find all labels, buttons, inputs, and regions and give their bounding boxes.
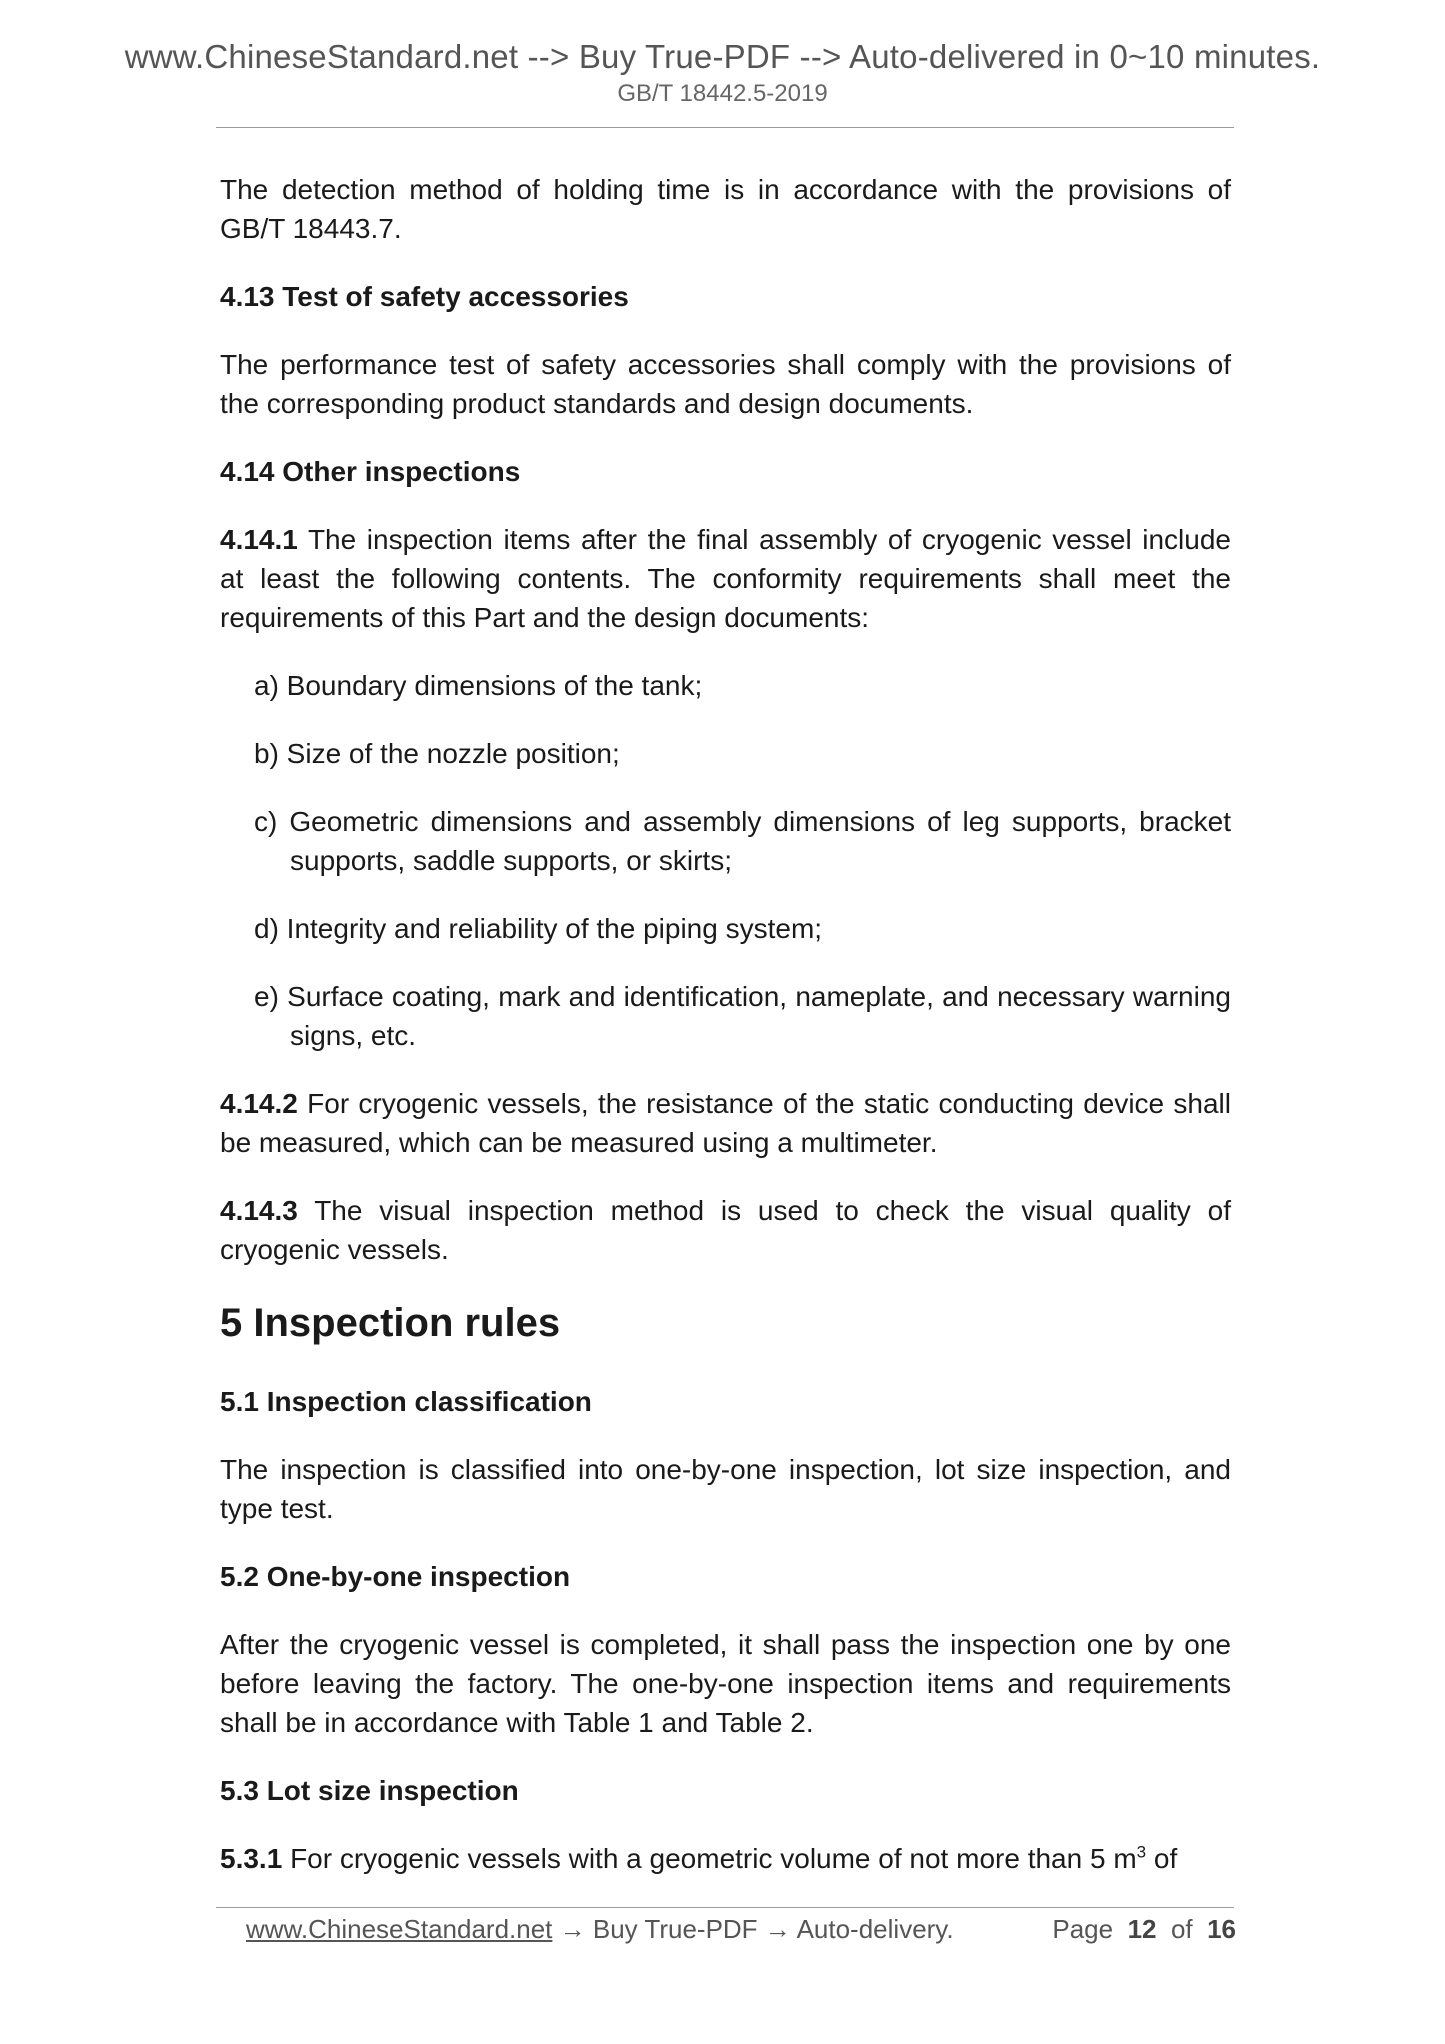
page-number (1052, 1914, 1236, 1945)
total-pages: 16 (1207, 1914, 1236, 1944)
footer-promo-text: → Buy True-PDF → Auto-delivery. (552, 1914, 954, 1944)
header-divider (216, 127, 1234, 128)
clause-text-tail: of (1146, 1843, 1178, 1874)
clause-text: The visual inspection method is used to check the visual quality of cryogenic vessels. (220, 1195, 1231, 1265)
list-item: c) Geometric dimensions and assembly dimensions of leg supports, bracket supports, saddle supports, or skirts; (254, 806, 1231, 876)
list-item: a) Boundary dimensions of the tank; (254, 670, 703, 701)
site-link[interactable]: www.ChineseStandard.net (246, 1914, 553, 1944)
document-id: GB/T 18442.5-2019 (617, 80, 828, 107)
clause-number: 4.14.1 (220, 524, 298, 555)
current-page: 12 (1127, 1914, 1157, 1944)
inspection-item-list (220, 666, 1231, 1055)
list-item: b) Size of the nozzle position; (254, 738, 620, 769)
clause-number: 5.3.1 (220, 1843, 283, 1874)
chapter-5-heading: 5 Inspection rules (220, 1301, 561, 1345)
section-5-2-heading: 5.2 One-by-one inspection (220, 1561, 571, 1592)
clause-4-14-1 (220, 520, 1231, 637)
footer-promo (246, 1914, 954, 1945)
section-5-1-heading: 5.1 Inspection classification (220, 1386, 592, 1417)
clause-number: 4.14.3 (220, 1195, 298, 1226)
list-item: e) Surface coating, mark and identification, nameplate, and necessary warning signs, etc. (254, 981, 1231, 1051)
clause-text: The inspection items after the final assembly of cryogenic vessel include at least the following contents. The conformity requirements shall meet the requirements of this Part and the design documents: (220, 524, 1231, 633)
superscript: 3 (1136, 1842, 1147, 1862)
site-banner: www.ChineseStandard.net --> Buy True-PDF --> Auto-delivered in 0~10 minutes. (124, 38, 1321, 75)
page-word: Page (1052, 1914, 1114, 1944)
list-item: d) Integrity and reliability of the piping system; (254, 913, 823, 944)
clause-5-3-1 (220, 1839, 1231, 1878)
section-4-13-heading: 4.13 Test of safety accessories (220, 281, 629, 312)
section-4-13-paragraph: The performance test of safety accessories shall comply with the provisions of the corresponding product standards and design documents. (220, 349, 1231, 419)
clause-text: For cryogenic vessels with a geometric volume of not more than 5 m (290, 1843, 1137, 1874)
footer-divider (216, 1907, 1234, 1908)
of-word: of (1170, 1914, 1193, 1944)
clause-4-14-2 (220, 1084, 1231, 1162)
section-5-3-heading: 5.3 Lot size inspection (220, 1775, 519, 1806)
intro-paragraph: The detection method of holding time is in accordance with the provisions of GB/T 18443.7. (220, 174, 1231, 244)
clause-text: For cryogenic vessels, the resistance of the static conducting device shall be measured, which can be measured using a multimeter. (220, 1088, 1231, 1158)
clause-number: 4.14.2 (220, 1088, 298, 1119)
section-4-14-heading: 4.14 Other inspections (220, 456, 521, 487)
section-5-1-paragraph: The inspection is classified into one-by-one inspection, lot size inspection, and type test. (220, 1454, 1231, 1524)
clause-4-14-3 (220, 1191, 1231, 1269)
page-content (220, 170, 1231, 1878)
section-5-2-paragraph: After the cryogenic vessel is completed, it shall pass the inspection one by one before leaving the factory. The one-by-one inspection items and requirements shall be in accordance with Table 1 and Table 2. (220, 1629, 1231, 1738)
